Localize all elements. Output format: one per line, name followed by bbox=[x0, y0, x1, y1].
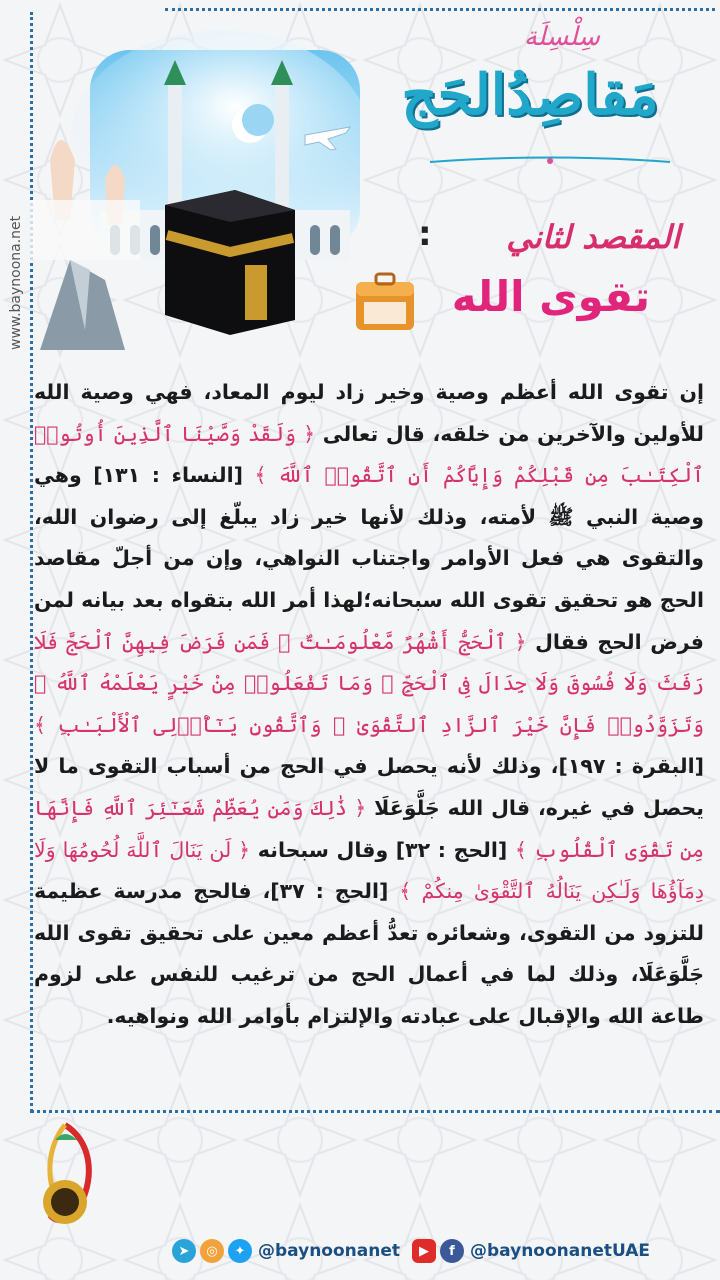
topic-title: تقوى الله bbox=[451, 272, 650, 321]
decorative-line bbox=[430, 155, 670, 169]
series-label: سِلْسِلَة bbox=[523, 22, 600, 52]
handle-baynoonanet[interactable]: @baynoonanet bbox=[258, 1241, 400, 1261]
facebook-icon[interactable]: f bbox=[440, 1239, 464, 1263]
body-text-run: [البقرة : ١٩٧]، وذلك لأنه يحصل في الحج من أسباب التقوى ما لا يحصل في غيره، قال الله جَلَّوَعَلَا bbox=[34, 754, 704, 820]
handle-baynoonanetuae[interactable]: @baynoonanetUAE bbox=[470, 1241, 651, 1261]
quran-verse: ﴿ ٱلْحَجُّ أَشْهُرٌ مَّعْلُومَـٰتٌ ۚ فَمَن فَرَضَ فِيهِنَّ ٱلْحَجَّ فَلَا رَفَثَ وَلَا فُسُوقَ وَلَا جِدَالَ فِى ٱلْحَجِّ ۗ وَمَا تَفْعَلُوا۟ مِنْ خَيْرٍ يَعْلَمْهُ ٱللَّهُ ۗ وَتَزَوَّدُوا۟ فَإِنَّ خَيْرَ ٱلزَّادِ ٱلتَّقْوَىٰ ۚ وَٱتَّقُونِ يَـٰٓأُو۟لِى ٱلْأَلْبَـٰبِ ﴾ bbox=[34, 629, 704, 737]
quran-verse: ﴿ وَلَقَدْ وَصَّيْنَا ٱلَّذِينَ أُوتُوا۟ ٱلْكِتَـٰبَ مِن قَبْلِكُمْ وَإِيَّاكُمْ أَنِ ٱتَّقُوا۟ ٱللَّهَ ﴾ bbox=[34, 421, 705, 488]
youtube-icon[interactable]: ▶ bbox=[412, 1239, 436, 1263]
social-bar bbox=[172, 1236, 658, 1266]
article-body bbox=[34, 372, 704, 1038]
series-title: مَقاصِدُالحَج bbox=[401, 62, 659, 128]
quran-verse: ﴿ ذَٰلِكَ وَمَن يُعَظِّمْ شَعَـٰٓئِرَ ٱللَّهِ فَإِنَّهَا مِن تَقْوَى ٱلْقُلُوبِ ﴾ bbox=[34, 795, 704, 862]
quran-verse: ﴿ لَن يَنَالَ ٱللَّهَ لُحُومُهَا وَلَا دِمَآؤُهَا وَلَـٰكِن يَنَالُهُ ٱلتَّقْوَىٰ مِنكُمْ ﴾ bbox=[34, 837, 704, 904]
dotted-border-top bbox=[165, 8, 715, 11]
dotted-border-bottom bbox=[30, 1110, 720, 1113]
body-text-run: إن تقوى الله أعظم وصية وخير زاد ليوم المعاد، فهي وصية الله للأولين والآخرين من خلقه، قال تعالى bbox=[34, 380, 704, 446]
body-text-run: [الحج : ٣٧]، فالحج مدرسة عظيمة للتزود من التقوى، وشعائره تعدُّ أعظم معين على تحقيق تقوى الله جَلَّوَعَلَا، وذلك لما في أعمال الحج من ترغيب للنفس على لزوم طاعة الله والإقبال على عبادته والإلتزام بأوامر الله ونواهيه. bbox=[34, 879, 704, 1028]
body-text-run: [الحج : ٣٢] وقال سبحانه bbox=[250, 837, 515, 862]
subtitle: المقصد لثاني bbox=[506, 218, 680, 256]
subtitle-colon: : bbox=[418, 214, 432, 254]
suitcase-icon bbox=[352, 272, 418, 334]
telegram-icon[interactable]: ➤ bbox=[172, 1239, 196, 1263]
twitter-icon[interactable]: ✦ bbox=[228, 1239, 252, 1263]
body-text-run: [النساء : ١٣١] وهي وصية النبي ﷺ لأمته، وذلك لأنها خير زاد يبلّغ إلى رضوان الله، والتقوى هي فعل الأوامر واجتناب النواهي، وإن من أجلّ مقاصد الحج هو تحقيق تقوى الله سبحانه؛لهذا أمر الله بتقواه بعد بيانه لمن فرض الحج فقال bbox=[34, 463, 704, 654]
logo-icon bbox=[30, 1120, 100, 1240]
svg-text:www.baynoona.net: www.baynoona.net bbox=[8, 215, 24, 350]
instagram-icon[interactable]: ◎ bbox=[200, 1239, 224, 1263]
kaaba-illustration bbox=[30, 30, 360, 350]
paragraph bbox=[34, 372, 704, 1038]
side-watermark bbox=[4, 80, 26, 360]
